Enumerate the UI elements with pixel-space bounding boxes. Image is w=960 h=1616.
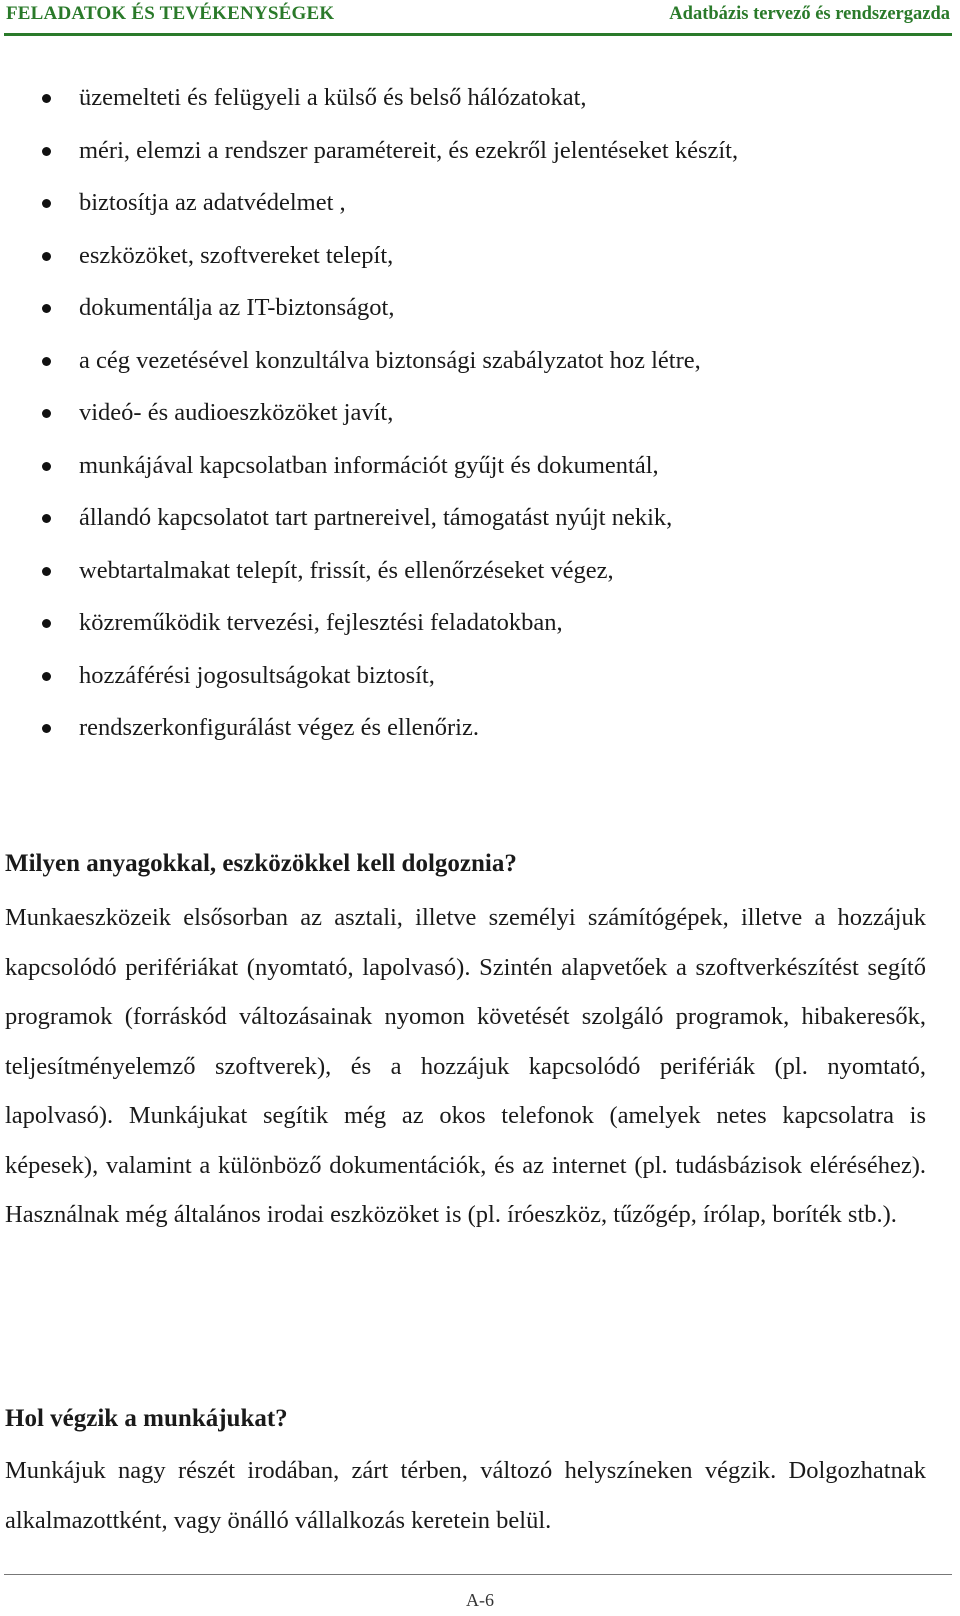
list-item bbox=[0, 230, 960, 283]
bullet-icon bbox=[42, 409, 51, 418]
list-item bbox=[0, 125, 960, 178]
list-item bbox=[0, 545, 960, 598]
list-item-text: videó- és audioeszközöket javít, bbox=[79, 399, 394, 426]
list-item-text: üzemelteti és felügyeli a külső és belső hálózatokat, bbox=[79, 84, 587, 111]
bullet-icon bbox=[42, 252, 51, 261]
list-item-text: rendszerkonfigurálást végez és ellenőriz. bbox=[79, 714, 479, 741]
bullet-icon bbox=[42, 357, 51, 366]
task-list bbox=[0, 72, 960, 755]
bullet-icon bbox=[42, 462, 51, 471]
list-item-text: a cég vezetésével konzultálva biztonsági szabályzatot hoz létre, bbox=[79, 346, 701, 374]
list-item-text: dokumentálja az IT-biztonságot, bbox=[79, 294, 395, 321]
list-item bbox=[0, 177, 960, 230]
list-item bbox=[0, 72, 960, 125]
list-item-text: munkájával kapcsolatban információt gyűjt és dokumentál, bbox=[79, 451, 659, 479]
page-number: A-6 bbox=[466, 1590, 494, 1610]
list-item-text: biztosítja az adatvédelmet , bbox=[79, 189, 346, 216]
list-item bbox=[0, 702, 960, 755]
list-item-text: méri, elemzi a rendszer paramétereit, és ezekről jelentéseket készít, bbox=[79, 136, 739, 164]
footer-divider bbox=[4, 1574, 952, 1575]
list-item bbox=[0, 492, 960, 545]
header-left-title: FELADATOK ÉS TEVÉKENYSÉGEK bbox=[6, 3, 335, 24]
list-item bbox=[0, 387, 960, 440]
tools-paragraph: Munkaeszközeik elsősorban az asztali, illetve személyi számítógépek, illetve a hozzájuk kapcsolódó perifériákat (nyomtató, lapolvasó). Szintén alapvetőek a szoftverkészítést segítő programok (forráskód változásainak nyomon követését szolgáló programok, hibakeresők, teljesítményelemző szoftverek), és a hozzájuk kapcsolódó perifériák (pl. nyomtató, lapolvasó). Munkájukat segítik még az okos telefonok (amelyek netes kapcsolatra is képesek), valamint a különböző dokumentációk, és az internet (pl. tudásbázisok eléréséhez). Használnak még általános irodai eszközöket is (pl. íróeszköz, tűzőgép, írólap, boríték stb.). bbox=[5, 904, 926, 1228]
list-item-text: állandó kapcsolatot tart partnereivel, támogatást nyújt nekik, bbox=[79, 504, 673, 531]
tools-heading: Milyen anyagokkal, eszközökkel kell dolgoznia? bbox=[5, 850, 517, 877]
bullet-icon bbox=[42, 567, 51, 576]
bullet-icon bbox=[42, 199, 51, 208]
bullet-icon bbox=[42, 94, 51, 103]
list-item-text: közreműködik tervezési, fejlesztési feladatokban, bbox=[79, 609, 563, 636]
page-header bbox=[4, 0, 952, 33]
list-item-text: hozzáférési jogosultságokat biztosít, bbox=[79, 661, 435, 689]
list-item bbox=[0, 650, 960, 703]
header-right-title: Adatbázis tervező és rendszergazda bbox=[669, 4, 950, 24]
list-item-text: eszközöket, szoftvereket telepít, bbox=[79, 241, 394, 269]
bullet-icon bbox=[42, 672, 51, 681]
workplace-heading: Hol végzik a munkájukat? bbox=[5, 1405, 288, 1432]
bullet-icon bbox=[42, 304, 51, 313]
bullet-icon bbox=[42, 619, 51, 628]
list-item bbox=[0, 335, 960, 388]
list-item bbox=[0, 282, 960, 335]
workplace-paragraph: Munkájuk nagy részét irodában, zárt térben, változó helyszíneken végzik. Dolgozhatnak alkalmazottként, vagy önálló vállalkozás keretein belül. bbox=[5, 1457, 926, 1534]
list-item-text: webtartalmakat telepít, frissít, és ellenőrzéseket végez, bbox=[79, 556, 614, 584]
list-item bbox=[0, 440, 960, 493]
bullet-icon bbox=[42, 514, 51, 523]
bullet-icon bbox=[42, 724, 51, 733]
header-divider bbox=[4, 33, 952, 36]
list-item bbox=[0, 597, 960, 650]
bullet-icon bbox=[42, 147, 51, 156]
